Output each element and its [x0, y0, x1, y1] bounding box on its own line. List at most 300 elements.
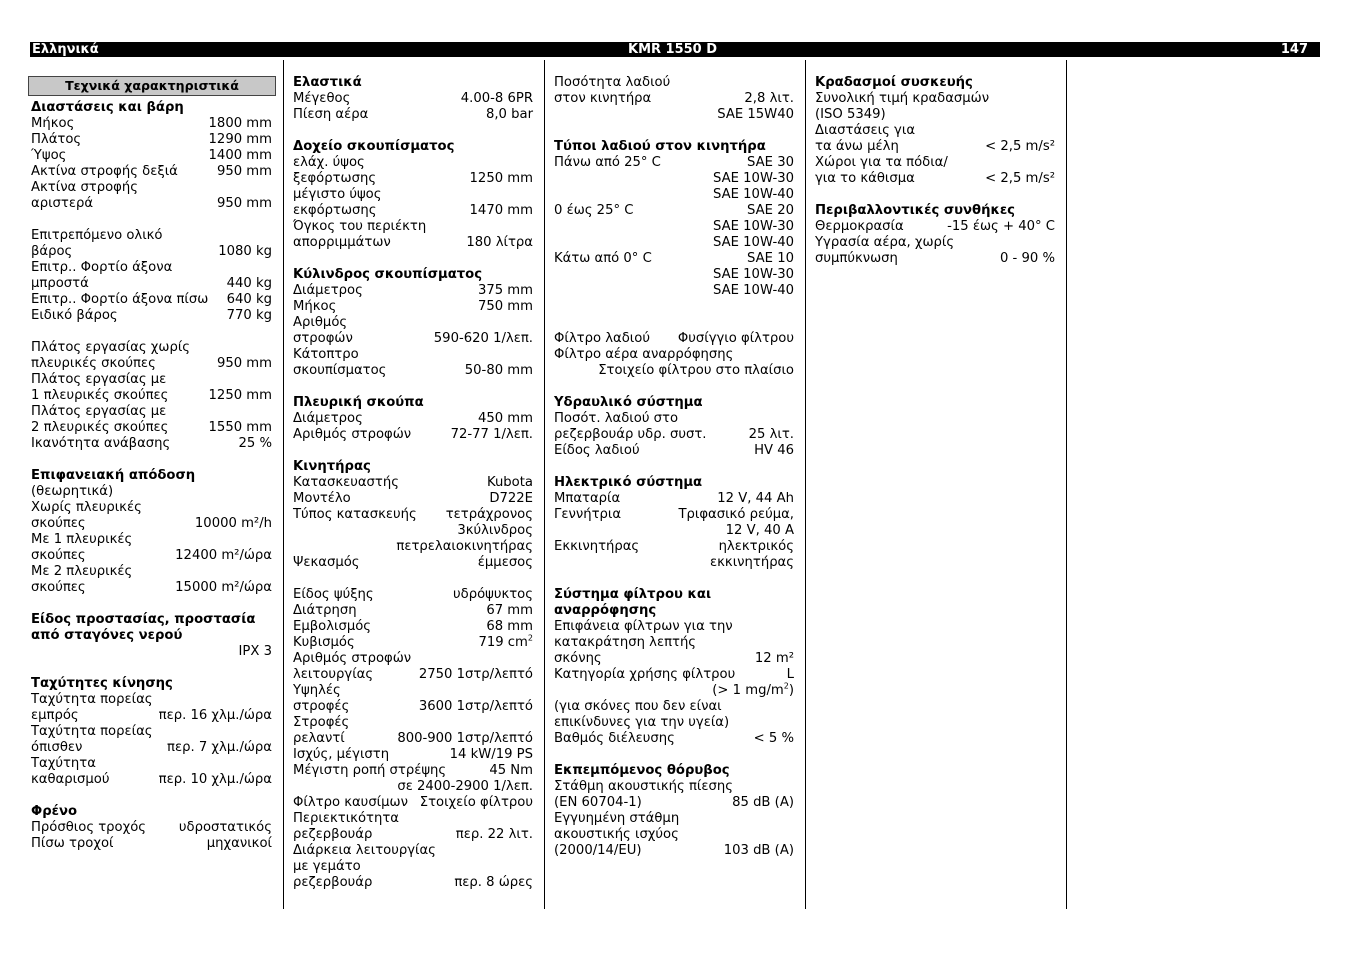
spec-row [293, 827, 533, 843]
spec-value [1000, 251, 1055, 267]
spec-value [209, 388, 272, 404]
spec-value [450, 747, 533, 763]
section-heading: Επιφανειακή απόδοση [31, 468, 196, 483]
spec-value-text: υδρόψυκτος [453, 587, 533, 602]
spec-row [815, 251, 1055, 267]
spec-label: συμπύκνωση [815, 251, 898, 266]
spec-value [719, 539, 794, 555]
spec-value-text: 1550 mm [208, 420, 272, 435]
spec-label: επικίνδυνες για την υγεία) [554, 715, 730, 730]
spec-value-text: < 5 % [753, 731, 794, 746]
spec-row [293, 187, 533, 203]
spec-value [397, 779, 533, 795]
spec-value-text: 0 - 90 % [999, 251, 1055, 266]
spec-row [293, 587, 533, 603]
spec-row [31, 708, 272, 724]
spec-label: ρελαντί [293, 731, 345, 746]
spec-label: Με 2 πλευρικές [31, 564, 133, 579]
spec-label: Υψηλές [293, 683, 341, 698]
spec-row [554, 347, 794, 363]
spec-label: Επιτρ.. Φορτίο άξονα πίσω [31, 292, 209, 307]
spec-value-text: 85 dB (A) [732, 795, 794, 810]
spec-row [31, 180, 272, 196]
spec-row [293, 619, 533, 635]
spec-label: Διάρκεια λειτουργίας [293, 843, 436, 858]
spec-value-text: 67 mm [486, 603, 533, 618]
spec-row [293, 715, 533, 731]
spec-value-text: 45 Nm [489, 763, 533, 778]
spec-value [486, 619, 533, 635]
spec-label: ρεζερβουάρ υδρ. συστ. [554, 427, 707, 442]
spec-row [554, 715, 794, 731]
spec-row [31, 548, 272, 564]
spec-label: λειτουργίας [293, 667, 374, 682]
spec-row [31, 644, 272, 660]
spec-label: Γεννήτρια [554, 507, 622, 522]
spec-value-text: 1290 mm [208, 132, 272, 147]
spec-value-text: περ. 7 χλμ./ώρα [167, 740, 272, 755]
spec-row [554, 523, 794, 539]
spec-column-4 [815, 75, 1055, 267]
spec-value-text: SAE 30 [747, 155, 794, 170]
spec-label: εκφόρτωσης [293, 203, 377, 218]
spec-label: Στάθμη ακουστικής πίεσης [554, 779, 733, 794]
spec-row [31, 148, 272, 164]
section-heading: Εκπεμπόμενος θόρυβος [554, 763, 730, 778]
spec-row [293, 411, 533, 427]
column-divider [283, 60, 284, 909]
spec-value [724, 843, 794, 859]
spec-value-text: περ. 8 ώρες [454, 875, 533, 890]
spec-value [227, 276, 272, 292]
spec-label: εμπρός [31, 708, 79, 723]
spec-label: Διαστάσεις για [815, 123, 916, 138]
spec-label: Τύπος κατασκευής [293, 507, 417, 522]
spec-row [293, 427, 533, 443]
spec-row [31, 580, 272, 596]
spacer [554, 315, 794, 331]
spec-value [209, 420, 272, 436]
spec-label: Διάμετρος [293, 283, 363, 298]
spec-value-text: 950 mm [216, 356, 272, 371]
spec-label: Πρόσθιος τροχός [31, 820, 147, 835]
spec-row [293, 555, 533, 571]
spec-value-text: 750 mm [477, 299, 533, 314]
spec-row [554, 555, 794, 571]
spec-row [554, 651, 794, 667]
spec-value [717, 107, 794, 123]
spec-row [31, 388, 272, 404]
spec-row [554, 171, 794, 187]
spec-label: απορριμμάτων [293, 235, 391, 250]
spec-value-text: 25 % [238, 436, 272, 451]
spec-row [31, 516, 272, 532]
spec-value-text: SAE 20 [747, 203, 794, 218]
spec-row [554, 619, 794, 635]
spec-label: Μοντέλο [293, 491, 351, 506]
spec-value-text: 12 V, 44 Ah [717, 491, 794, 506]
spec-row [293, 795, 533, 811]
spec-value [209, 132, 272, 148]
spec-column-2 [293, 75, 533, 891]
spec-value [598, 363, 794, 379]
spec-label: 0 έως 25° C [554, 203, 634, 218]
spec-value-text: 440 kg [226, 276, 272, 291]
spec-label: Φίλτρο καυσίμων [293, 795, 408, 810]
spec-label: τα άνω μέλη [815, 139, 899, 154]
spec-label: Είδος ψύξης [293, 587, 374, 602]
spec-label: Πλάτος εργασίας με [31, 404, 167, 419]
spec-value-text: L [786, 667, 794, 682]
spec-row [31, 196, 272, 212]
spec-value [489, 763, 533, 779]
spec-label: Πίσω τροχοί [31, 836, 114, 851]
spec-label: Εμβολισμός [293, 619, 372, 634]
spec-value [207, 836, 272, 852]
spec-value [397, 731, 533, 747]
spec-value-text: SAE 10W-40 [713, 187, 794, 202]
spec-value [175, 548, 272, 564]
spec-value [747, 203, 794, 219]
spec-row [31, 356, 272, 372]
spacer [293, 123, 533, 139]
spec-label: (θεωρητικά) [31, 484, 114, 499]
spacer [31, 324, 272, 340]
spec-row [31, 372, 272, 388]
spec-value-text: < 2,5 m/s² [985, 139, 1055, 154]
spec-row [31, 116, 272, 132]
spec-value-text: SAE 10W-30 [713, 171, 794, 186]
spacer [31, 596, 272, 612]
spec-value [470, 171, 533, 187]
spec-value-text: ηλεκτρικός [718, 539, 794, 554]
spec-row [31, 484, 272, 500]
spec-label: σκόνης [554, 651, 602, 666]
spec-label: Χώροι για τα πόδια/ [815, 155, 948, 170]
spec-value [209, 148, 272, 164]
spec-row [554, 443, 794, 459]
section-heading: Πλευρική σκούπα [293, 395, 424, 410]
spec-row [293, 171, 533, 187]
spec-row [31, 292, 272, 308]
spec-row [31, 692, 272, 708]
section-heading: Διαστάσεις και βάρη [31, 100, 184, 115]
spec-value [678, 507, 794, 523]
spec-row [31, 340, 272, 356]
spec-row [554, 539, 794, 555]
spec-value [732, 795, 794, 811]
spec-value [396, 539, 533, 555]
spec-row [293, 635, 533, 651]
spec-row [31, 756, 272, 772]
spec-label: Υγρασία αέρα, χωρίς [815, 235, 955, 250]
spec-value-text: 10000 m²/h [194, 516, 272, 531]
spec-row [554, 795, 794, 811]
spec-row [554, 491, 794, 507]
spec-value-text: μηχανικοί [206, 836, 272, 851]
spec-label: ρεζερβουάρ [293, 875, 373, 890]
spec-label: με γεμάτο [293, 859, 361, 874]
spec-value [451, 427, 533, 443]
spec-value [744, 91, 794, 107]
section-title-box: Τεχνικά χαρακτηριστικά [28, 76, 276, 96]
section-heading: Τύποι λαδιού στον κινητήρα [554, 139, 766, 154]
spec-value-text: περ. 22 λιτ. [455, 827, 533, 842]
spec-label: στροφών [293, 331, 353, 346]
spec-value [713, 219, 794, 235]
column-divider [1066, 60, 1067, 909]
spec-row [293, 843, 533, 859]
spec-value-text: 12400 m²/ώρα [175, 548, 272, 563]
spec-row [554, 731, 794, 747]
spec-value [487, 475, 533, 491]
section-heading: Σύστημα φίλτρου και [554, 587, 712, 602]
spec-row [293, 811, 533, 827]
spec-value-text: Στοιχείο φίλτρου [419, 795, 533, 810]
spec-row [293, 331, 533, 347]
spec-value-text: 640 kg [226, 292, 272, 307]
spacer [31, 452, 272, 468]
spec-label: Στροφές [293, 715, 350, 730]
spec-value [717, 491, 794, 507]
spec-value-text: 1250 mm [208, 388, 272, 403]
spec-row [554, 91, 794, 107]
spec-value [434, 331, 533, 347]
spec-label: Κατηγορία χρήσης φίλτρου [554, 667, 736, 682]
spec-value [710, 555, 794, 571]
spec-label: Ακτίνα στροφής δεξιά [31, 164, 178, 179]
spec-value [465, 363, 533, 379]
spec-row [293, 219, 533, 235]
spec-row [293, 523, 533, 539]
spec-value-text: D722E [489, 491, 533, 506]
spec-row [815, 235, 1055, 251]
spec-value-text: 103 dB (A) [723, 843, 794, 858]
spec-label: Μήκος [293, 299, 337, 314]
spec-row [293, 107, 533, 123]
spec-value [159, 772, 272, 788]
spec-label: σκούπες [31, 580, 86, 595]
spec-label: Χωρίς πλευρικές [31, 500, 142, 515]
spec-label: Ειδικό βάρος [31, 308, 118, 323]
spec-value-text: 15000 m²/ώρα [175, 580, 272, 595]
spec-value-text: περ. 16 χλμ./ώρα [158, 708, 272, 723]
section-heading: Κινητήρας [293, 459, 371, 474]
spacer [293, 379, 533, 395]
spec-value [713, 283, 794, 299]
spec-label: Αριθμός στροφών [293, 427, 412, 442]
spec-label: Επιφάνεια φίλτρων για την [554, 619, 733, 634]
spec-label: (ISO 5349) [815, 107, 886, 122]
spec-value-text: 180 λίτρα [466, 235, 533, 250]
spec-value-text: Τριφασικό ρεύμα, [678, 507, 794, 522]
spec-row [31, 228, 272, 244]
spec-value-text: 1250 mm [469, 171, 533, 186]
spec-value-text: 50-80 mm [464, 363, 533, 378]
spec-value-text: σε 2400-2900 1/λεπ. [397, 779, 533, 794]
spec-value [478, 411, 533, 427]
page-header-bar [30, 42, 1320, 57]
superscript: 2 [527, 633, 533, 643]
spec-label: όπισθεν [31, 740, 83, 755]
column-divider [805, 60, 806, 909]
spec-value-text: SAE 10W-30 [713, 219, 794, 234]
spec-value [787, 667, 794, 683]
spec-row [554, 827, 794, 843]
spec-label: για το κάθισμα [815, 171, 915, 186]
spec-row [554, 667, 794, 683]
spec-value-text: 1470 mm [469, 203, 533, 218]
spec-value-text: 8,0 bar [485, 107, 533, 122]
spec-row [31, 836, 272, 852]
spec-row [31, 260, 272, 276]
section-heading: Ηλεκτρικό σύστημα [554, 475, 703, 490]
spec-value-text: 1400 mm [208, 148, 272, 163]
spec-value-text: 14 kW/19 PS [449, 747, 533, 762]
spec-row [293, 347, 533, 363]
spec-value [486, 107, 533, 123]
spacer [554, 299, 794, 315]
spec-label: Περιεκτικότητα [293, 811, 399, 826]
spec-label: ακουστικής ισχύος [554, 827, 679, 842]
spec-row [293, 763, 533, 779]
spec-value-text: 25 λιτ. [748, 427, 794, 442]
spec-row [554, 75, 794, 91]
spec-row [293, 859, 533, 875]
spec-value [754, 443, 794, 459]
spec-row [554, 363, 794, 379]
spec-row [815, 155, 1055, 171]
spec-row [554, 107, 794, 123]
spec-value-text: Φυσίγγιο φίλτρου [677, 331, 794, 346]
spec-value [419, 667, 533, 683]
spacer [293, 443, 533, 459]
spec-value [456, 827, 533, 843]
spec-value-text: εκκινητήρας [710, 555, 794, 570]
spec-label: Ταχύτητα πορείας [31, 692, 153, 707]
spec-value-text: 12 V, 40 A [725, 523, 794, 538]
spacer [293, 251, 533, 267]
spacer [31, 212, 272, 228]
spec-value-text: 2750 1στρ/λεπτό [418, 667, 533, 682]
spec-value [218, 244, 272, 260]
spec-value [755, 651, 794, 667]
spec-row [31, 740, 272, 756]
spec-row [31, 564, 272, 580]
spec-label: Μπαταρία [554, 491, 621, 506]
spec-label: ρεζερβουάρ [293, 827, 373, 842]
spec-label: σκουπίσματος [293, 363, 387, 378]
spec-label: (για σκόνες που δεν είναι [554, 699, 722, 714]
spec-row [815, 91, 1055, 107]
spec-value [179, 820, 272, 836]
spec-value-text: < 2,5 m/s² [985, 171, 1055, 186]
spec-label: κατακράτηση λεπτής [554, 635, 697, 650]
spec-label: Είδος λαδιού [554, 443, 640, 458]
spec-row [31, 532, 272, 548]
spec-label: Διάτρηση [293, 603, 357, 618]
spec-value-text: τετράχρονος [445, 507, 533, 522]
spec-row [554, 843, 794, 859]
spec-value [749, 427, 794, 443]
spec-value-text: SAE 10W-40 [713, 283, 794, 298]
spec-label: Μέγιστη ροπή στρέψης [293, 763, 447, 778]
spec-label: Ακτίνα στροφής [31, 180, 138, 195]
spec-label: Όγκος του περιέκτη [293, 219, 427, 234]
spec-row [815, 107, 1055, 123]
spec-value-text: SAE 15W40 [717, 107, 794, 122]
spec-value [217, 356, 272, 372]
spec-label: Πλάτος [31, 132, 82, 147]
spec-row [293, 539, 533, 555]
spec-value [678, 331, 794, 347]
spec-row [293, 603, 533, 619]
spec-value-text: SAE 10W-30 [713, 267, 794, 282]
column-divider [544, 60, 545, 909]
spec-label: Κάτοπτρο [293, 347, 359, 362]
spec-value [209, 116, 272, 132]
spec-row [293, 667, 533, 683]
spec-value [217, 164, 272, 180]
spec-row [554, 203, 794, 219]
spec-label: Εκκινητήρας [554, 539, 640, 554]
spec-label: Φίλτρο αέρα αναρρόφησης [554, 347, 734, 362]
spec-value-text: Στοιχείο φίλτρου στο πλαίσιο [598, 363, 794, 378]
spec-label: Ταχύτητα [31, 756, 96, 771]
spec-label: Πάνω από 25° C [554, 155, 661, 170]
spec-column-1 [31, 75, 272, 852]
spec-row [554, 331, 794, 347]
spec-row [293, 699, 533, 715]
spec-label: Συνολική τιμή κραδασμών [815, 91, 990, 106]
spec-value [713, 267, 794, 283]
spec-label: πλευρικές σκούπες [31, 356, 156, 371]
spec-value-text: Kubota [486, 475, 533, 490]
spec-row [554, 155, 794, 171]
section-heading: Ταχύτητες κίνησης [31, 676, 173, 691]
spec-label: στον κινητήρα [554, 91, 652, 106]
section-heading: Υδραυλικό σύστημα [554, 395, 703, 410]
spec-row [293, 283, 533, 299]
spec-row [554, 779, 794, 795]
spec-value [159, 708, 272, 724]
spec-label: Ισχύς, μέγιστη [293, 747, 390, 762]
spec-row [815, 219, 1055, 235]
spec-row [293, 731, 533, 747]
spacer [554, 459, 794, 475]
spec-row [554, 283, 794, 299]
spec-row [554, 267, 794, 283]
header-language: Ελληνικά [32, 42, 99, 57]
spec-value [985, 139, 1055, 155]
spec-row [554, 219, 794, 235]
spec-label: Πλάτος εργασίας χωρίς [31, 340, 191, 355]
spec-label: 2 πλευρικές σκούπες [31, 420, 169, 435]
spec-row [554, 187, 794, 203]
spec-label: μέγιστο ύψος [293, 187, 382, 202]
spec-row [293, 155, 533, 171]
section-heading: Δοχείο σκουπίσματος [293, 139, 455, 154]
spec-value [227, 292, 272, 308]
spec-value-text: HV 46 [754, 443, 794, 458]
spec-column-3 [554, 75, 794, 859]
spec-value [489, 491, 533, 507]
spec-value [747, 251, 794, 267]
spec-label: Βαθμός διέλευσης [554, 731, 675, 746]
superscript: 2 [783, 681, 789, 691]
spec-value-text: υδροστατικός [178, 820, 272, 835]
spec-label: βάρος [31, 244, 73, 259]
